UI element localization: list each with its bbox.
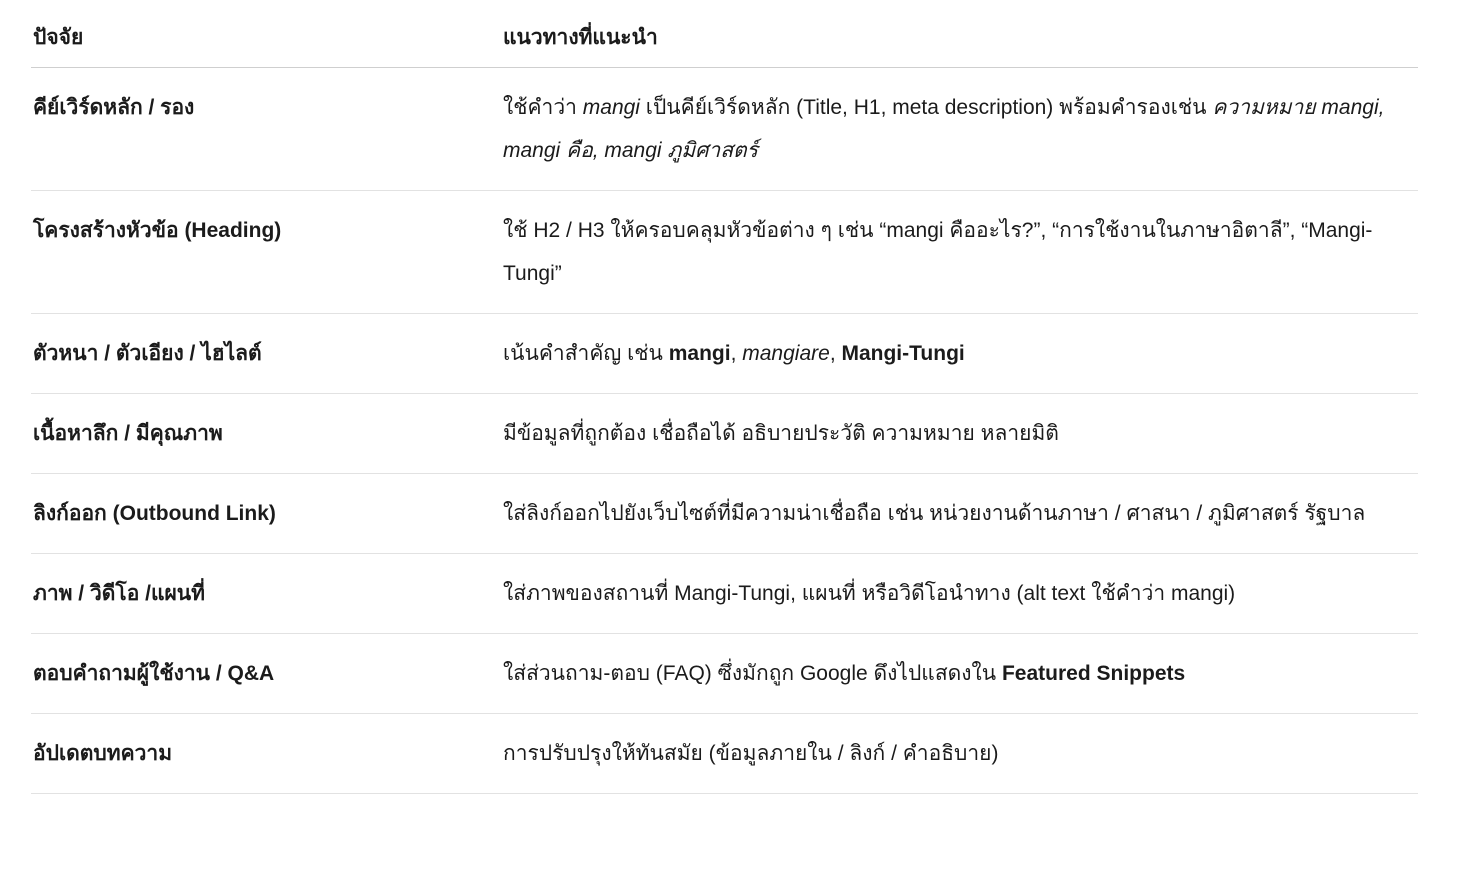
table-row bbox=[31, 314, 1418, 394]
table-row bbox=[31, 474, 1418, 554]
table-row bbox=[31, 191, 1418, 314]
table-row bbox=[31, 68, 1418, 191]
recommendation-cell bbox=[501, 68, 1418, 191]
factor-cell: เนื้อหาลึก / มีคุณภาพ bbox=[31, 394, 501, 474]
column-header-factor: ปัจจัย bbox=[31, 0, 501, 68]
text-segment: เน้นคำสำคัญ เช่น bbox=[503, 342, 669, 365]
seo-factors-table bbox=[31, 0, 1418, 794]
recommendation-cell bbox=[501, 554, 1418, 634]
recommendation-cell bbox=[501, 474, 1418, 554]
factor-cell: อัปเดตบทความ bbox=[31, 714, 501, 794]
text-segment: ใส่ภาพของสถานที่ Mangi-Tungi, แผนที่ หรือวิดีโอนำทาง (alt text ใช้คำว่า mangi) bbox=[503, 582, 1236, 605]
table-row bbox=[31, 394, 1418, 474]
table-header-row bbox=[31, 0, 1418, 68]
factor-cell: ตอบคำถามผู้ใช้งาน / Q&A bbox=[31, 634, 501, 714]
text-segment: mangi bbox=[582, 96, 640, 119]
text-segment: ใส่ส่วนถาม-ตอบ (FAQ) ซึ่งมักถูก Google ดึงไปแสดงใน bbox=[503, 662, 1002, 685]
table-row bbox=[31, 634, 1418, 714]
recommendation-cell bbox=[501, 394, 1418, 474]
column-header-recommendation: แนวทางที่แนะนำ bbox=[501, 0, 1418, 68]
text-segment: , bbox=[829, 342, 842, 365]
text-segment: ความหมาย mangi, mangi คือ, mangi ภูมิศาสตร์ bbox=[503, 96, 1385, 162]
text-segment: ใช้ H2 / H3 ให้ครอบคลุมหัวข้อต่าง ๆ เช่น “mangi คืออะไร?”, “การใช้งานในภาษาอิตาลี”, “Mangi-Tungi” bbox=[503, 219, 1373, 285]
factor-cell: ตัวหนา / ตัวเอียง / ไฮไลต์ bbox=[31, 314, 501, 394]
text-segment: ใส่ลิงก์ออกไปยังเว็บไซต์ที่มีความน่าเชื่อถือ เช่น หน่วยงานด้านภาษา / ศาสนา / ภูมิศาสตร์ รัฐบาล bbox=[503, 502, 1366, 525]
recommendation-cell bbox=[501, 314, 1418, 394]
recommendation-cell bbox=[501, 191, 1418, 314]
text-segment: mangi bbox=[668, 342, 731, 365]
text-segment: มีข้อมูลที่ถูกต้อง เชื่อถือได้ อธิบายประวัติ ความหมาย หลายมิติ bbox=[503, 422, 1059, 445]
factor-cell: ภาพ / วิดีโอ /แผนที่ bbox=[31, 554, 501, 634]
text-segment: ใช้คำว่า bbox=[503, 96, 583, 119]
factor-cell: ลิงก์ออก (Outbound Link) bbox=[31, 474, 501, 554]
text-segment: Featured Snippets bbox=[1001, 662, 1186, 685]
factor-cell: คีย์เวิร์ดหลัก / รอง bbox=[31, 68, 501, 191]
factor-cell: โครงสร้างหัวข้อ (Heading) bbox=[31, 191, 501, 314]
table-row bbox=[31, 714, 1418, 794]
text-segment: เป็นคีย์เวิร์ดหลัก (Title, H1, meta description) พร้อมคำรองเช่น bbox=[639, 96, 1213, 119]
table-body bbox=[31, 68, 1418, 794]
text-segment: Mangi-Tungi bbox=[841, 342, 965, 365]
recommendation-cell bbox=[501, 634, 1418, 714]
text-segment: , bbox=[730, 342, 743, 365]
table-row bbox=[31, 554, 1418, 634]
text-segment: mangiare bbox=[742, 342, 830, 365]
text-segment: การปรับปรุงให้ทันสมัย (ข้อมูลภายใน / ลิงก์ / คำอธิบาย) bbox=[503, 742, 999, 765]
recommendation-cell bbox=[501, 714, 1418, 794]
